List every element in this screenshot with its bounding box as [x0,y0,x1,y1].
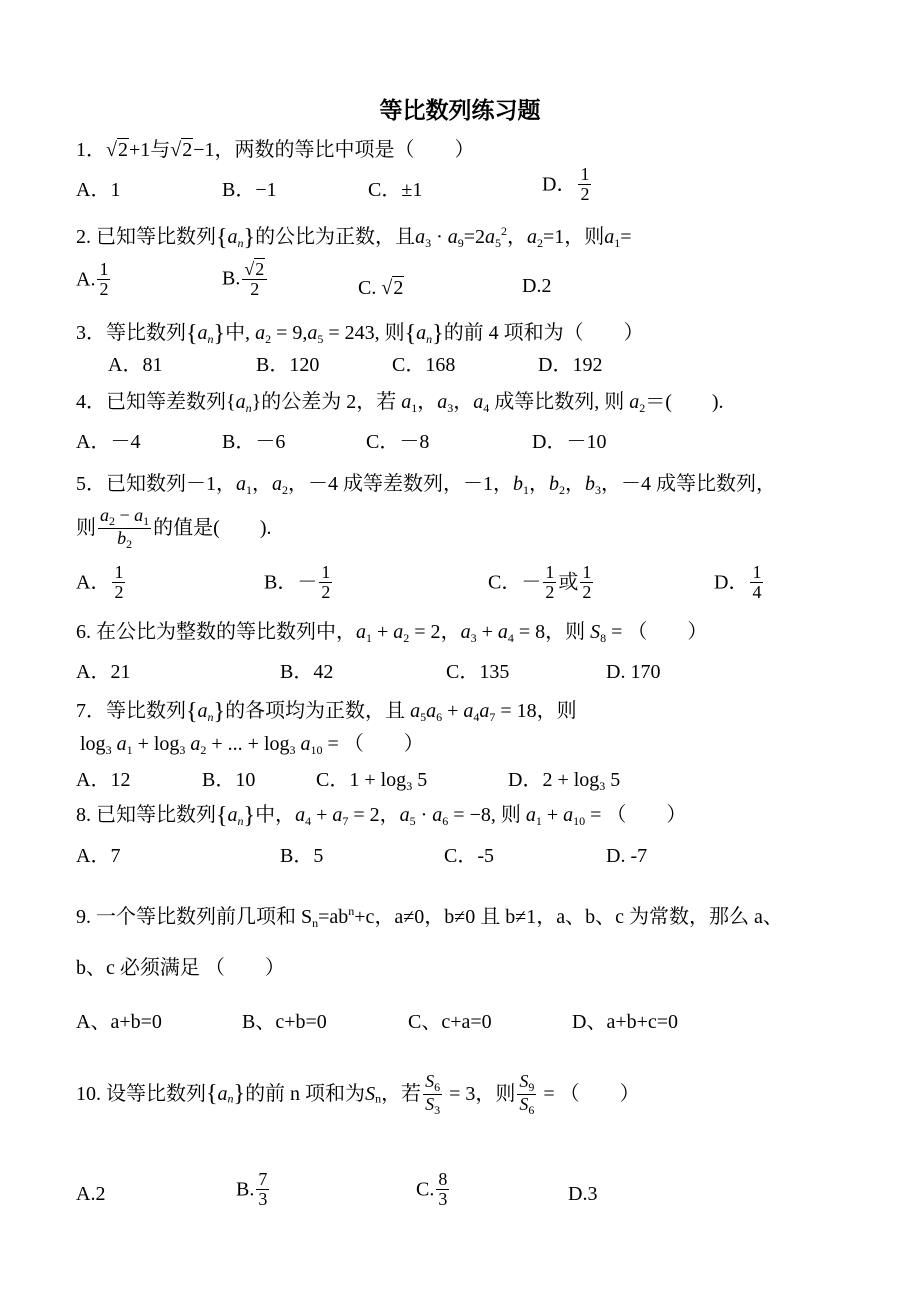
q9-option-c: C、c+a=0 [408,1011,492,1033]
question-7: 7．等比数列$\{a_n\}$的各项均为正数，且 $a_5a_6 + a_4a_7 = 18$，则 [76,699,577,725]
q8-option-c: C．-5 [444,845,494,867]
q5-option-b: B．－ $\frac{1}{2}$ [264,562,331,602]
q5-option-d: D． $\frac{1}{4}$ [714,562,762,602]
q1-option-b: B．−1 [222,179,277,201]
q10-option-c: C. $\frac{8}{3}$ [416,1169,448,1209]
q4-option-a: A．－4 [76,431,141,453]
q6-option-a: A．21 [76,661,131,683]
q3-option-b: B．120 [256,354,320,376]
q3-option-a: A．81 [108,354,163,376]
q7-option-c: C．$1 + \log_3 5$ [316,769,428,793]
question-6: 6. 在公比为整数的等比数列中，$a_1 + a_2 = 2$，$a_3 + a_4 = 8$，则 $S_8$ = （ ） [76,621,708,645]
page-title: 等比数列练习题 [379,97,541,124]
q10-option-a: A.2 [76,1183,106,1205]
sqrt-2: √2 [106,139,128,161]
q3-option-c: C．168 [392,354,456,376]
q6-option-c: C．135 [446,661,510,683]
q2-option-a: A. $\frac{1}{2}$ [76,259,109,299]
q10-option-d: D.3 [568,1183,598,1205]
q2-option-b: B. $\frac{√2}{2}$ [222,258,269,299]
q4-option-b: B．－6 [222,431,286,453]
q5-option-a: A． $\frac{1}{2}$ [76,562,124,602]
q3-option-d: D．192 [538,354,603,376]
question-9-line-2: b、c 必须满足 （ ） [76,957,285,979]
question-8: 8. 已知等比数列$\{a_n\}$中，$a_4 + a_7 = 2$，$a_5 \cdot a_6 = -8$, 则 $a_1 + a_{10}$ = （ ） [76,803,687,829]
q10-option-b: B. $\frac{7}{3}$ [236,1169,268,1209]
q8-option-b: B．5 [280,845,324,867]
question-3: 3．等比数列$\{a_n\}$中, $a_2 = 9,a_5 = 243$, 则$\{a_n\}$的前 4 项和为（ ） [76,321,644,347]
q7-option-b: B．10 [202,769,256,791]
q5-option-c: C．－ $\frac{1}{2}$ 或 $\frac{1}{2}$ [488,562,592,602]
question-5-line-2: 则 $\frac{a_2 - a_1}{b_2}$ 的值是( ). [76,505,272,551]
q8-option-a: A．7 [76,845,121,867]
q1-option-c: C．±1 [368,179,423,201]
question-5: 5．已知数列－1，$a_1$，$a_2$，－4 成等差数列，－1，$b_1$，$b_2$，$b_3$，－4 成等比数列， [76,473,776,497]
q2-option-c: C. √2 [358,277,404,299]
q9-option-b: B、c+b=0 [242,1011,327,1033]
q8-option-d: D. -7 [606,845,648,867]
q7-option-d: D．$2 + \log_3 5$ [508,769,621,793]
question-1: 1．√2+1与√2−1，两数的等比中项是（ ） [76,139,475,161]
sqrt-2: √2 [170,139,193,161]
q6-option-d: D. 170 [606,661,661,683]
q4-option-c: C．－8 [366,431,430,453]
question-9: 9. 一个等比数列前几项和 $S_n=ab^n+c$，a≠0，b≠0 且 b≠1，a、b、c 为常数，那么 a、 [76,904,783,930]
q1-option-a: A．1 [76,179,121,201]
question-2: 2. 已知等比数列$\{a_n\}$的公比为正数，且$a_3 \cdot a_9=2a_5^2$，$a_2=1$，则$a_1=$ [76,224,632,251]
q9-option-a: A、a+b=0 [76,1011,162,1033]
q7-option-a: A．12 [76,769,131,791]
question-7-line-2: $\log_3 a_1 + \log_3 a_2$ + ... + $\log_3 a_{10}$ = （ ） [80,733,424,757]
q1-option-d: D． $\frac{1}{2}$ [542,164,590,204]
q2-option-d: D.2 [522,275,552,297]
question-10: 10. 设等比数列$\{a_n\}$的前 n 项和为$S_n$，若 $\frac{S_6}{S_3}$ = 3，则 $\frac{S_9}{S_6}$ = （ ） [76,1071,640,1117]
q4-option-d: D．－10 [532,431,607,453]
q6-option-b: B．42 [280,661,334,683]
q9-option-d: D、a+b+c=0 [572,1011,679,1033]
question-4: 4．已知等差数列$\{a_n\}$的公差为 2，若 $a_1$，$a_3$，$a_4$ 成等比数列, 则 $a_2=$( ). [76,391,724,415]
